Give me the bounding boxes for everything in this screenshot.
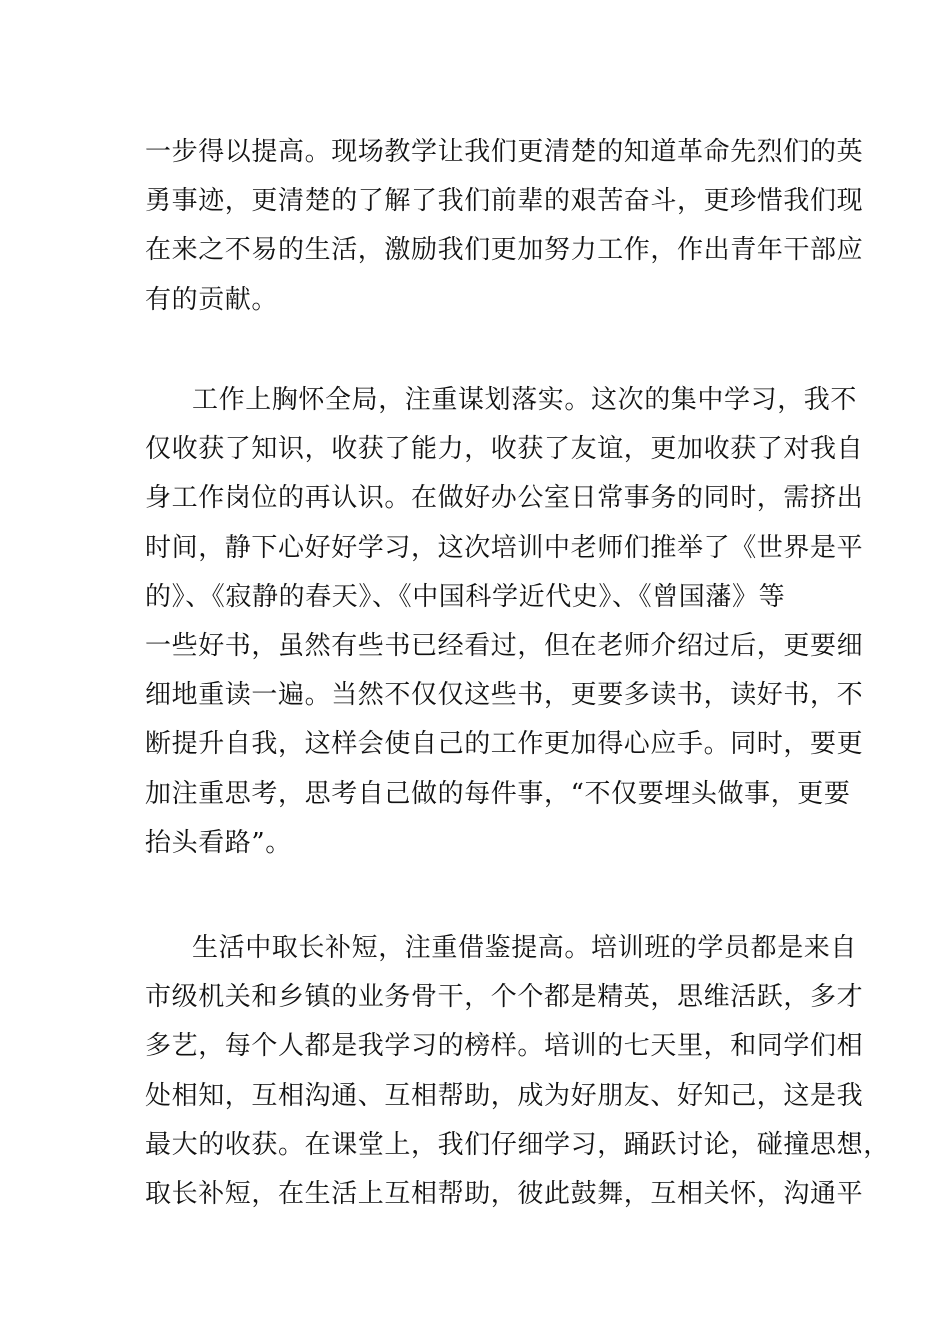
paragraph-1: [145, 128, 864, 325]
paragraph-line: 有的贡献。: [145, 284, 279, 315]
paragraph-line: 处相知，互相沟通、互相帮助，成为好朋友、好知己，这是我: [145, 1080, 864, 1111]
paragraph-line: 最大的收获。在课堂上，我们仔细学习，踊跃讨论，碰撞思想，: [145, 1129, 890, 1160]
paragraph-line: 生活中取长补短，注重借鉴提高。培训班的学员都是来自: [192, 933, 858, 963]
paragraph-line: 工作上胸怀全局，注重谋划落实。这次的集中学习，我不: [192, 385, 858, 415]
paragraph-line: 勇事迹，更清楚的了解了我们前辈的艰苦奋斗，更珍惜我们现: [145, 186, 864, 217]
paragraph-line: 身工作岗位的再认识。在做好办公室日常事务的同时，需挤出: [145, 483, 864, 514]
paragraph-line: 细地重读一遍。当然不仅仅这些书，更要多读书，读好书，不: [145, 680, 864, 711]
paragraph-line: 仅收获了知识，收获了能力，收获了友谊，更加收获了对我自: [145, 434, 864, 465]
paragraph-line: 在来之不易的生活，激励我们更加努力工作，作出青年干部应: [145, 235, 864, 266]
paragraph-2: [145, 376, 864, 868]
paragraph-line: 断提升自我，这样会使自己的工作更加得心应手。同时，要更: [145, 729, 864, 760]
paragraph-line: 多艺，每个人都是我学习的榜样。培训的七天里，和同学们相: [145, 1031, 864, 1062]
paragraph-3: [145, 924, 890, 1219]
paragraph-line: 抬头看路”。: [145, 827, 292, 858]
paragraph-line: 的》、《寂静的春天》、《中国科学近代史》、《曾国藩》等: [145, 581, 786, 612]
paragraph-line: 时间，静下心好好学习，这次培训中老师们推举了《世界是平: [145, 532, 864, 563]
paragraph-line: 加注重思考，思考自己做的每件事，“不仅要埋头做事，更要: [145, 778, 851, 809]
paragraph-line: 一步得以提高。现场教学让我们更清楚的知道革命先烈们的英: [145, 137, 864, 167]
paragraph-line: 市级机关和乡镇的业务骨干，个个都是精英，思维活跃，多才: [145, 982, 864, 1013]
paragraph-line: 一些好书，虽然有些书已经看过，但在老师介绍过后，更要细: [145, 630, 864, 661]
paragraph-line: 取长补短，在生活上互相帮助，彼此鼓舞，互相关怀，沟通平: [145, 1178, 864, 1209]
